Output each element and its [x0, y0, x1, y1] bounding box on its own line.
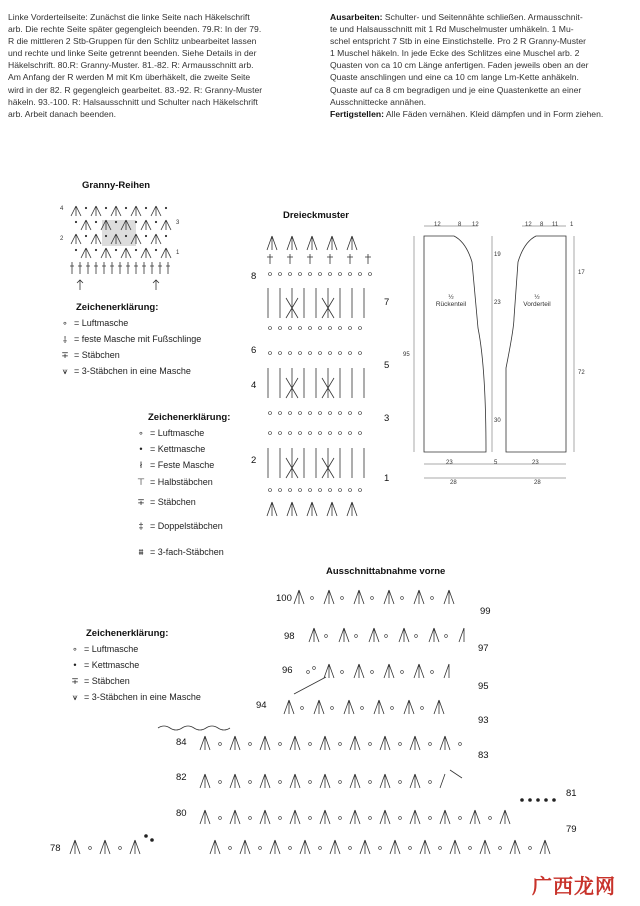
legend-label: = Luftmasche [150, 428, 205, 438]
row-number: 4 [251, 380, 257, 391]
text-line: Ausschnittecke annähen. [330, 96, 427, 107]
dim-label: 28 [450, 480, 457, 486]
right-instructions [330, 11, 632, 120]
text-line: häkeln. 93.-100. R: Halsausschnitt und Schulter nach Häkelschrift [8, 96, 258, 107]
row-number: 6 [251, 345, 257, 356]
text-line: Häkelschrift. 80.R: Granny-Muster. 81.-82. R: Armausschnitt arb. [8, 60, 254, 71]
granny-symbols [68, 198, 176, 293]
row-number: 82 [176, 772, 187, 783]
granny-title: Granny-Reihen [82, 180, 151, 191]
granny-chart [60, 198, 185, 293]
treble-crochet-icon: ‡ [138, 521, 144, 531]
row-number: 97 [478, 643, 489, 654]
half-double-icon: ⊤ [137, 476, 145, 487]
watermark: 广西龙网 [532, 874, 616, 898]
dim-label: 72 [578, 370, 585, 376]
legend-label: = Kettmasche [84, 660, 140, 670]
double-crochet-icon: ∓ [137, 496, 145, 507]
text-line: schel entspricht 7 Stb in eine Einstichstelle. Pro 2 R Granny-Muster [330, 36, 587, 47]
legend-label: = Halbstäbchen [150, 477, 213, 487]
text-line: Quaste anschlingen und eine ca 10 cm lange Lm-Kette anhäkeln. [330, 72, 579, 83]
dim-label: 95 [403, 352, 410, 358]
legend-item [56, 331, 266, 347]
dim-label: 19 [494, 252, 501, 258]
legend-label: = 3-Stäbchen in eine Masche [84, 692, 201, 702]
row-number: 95 [478, 681, 489, 692]
dim-label: 12 [472, 222, 479, 228]
dim-label: 12 [525, 222, 532, 228]
back-panel-label: ½ Rückenteil [435, 294, 467, 308]
fertig-text: Alle Fäden vernähen. Kleid dämpfen und in Form ziehen. [385, 108, 604, 119]
legend-1 [56, 302, 266, 379]
row-number: 83 [478, 750, 489, 761]
dim-label: 28 [534, 480, 541, 486]
ausschnitt-symbols [60, 582, 570, 862]
fertig-label: Fertigstellen: [330, 108, 384, 119]
legend-2 [132, 412, 262, 565]
row-number: 81 [566, 788, 577, 799]
legend-label: = 3-fach-Stäbchen [150, 547, 224, 557]
text-line: Quasten von ca 10 cm Länge anfertigen. Faden jeweils oben an der [330, 60, 589, 71]
legend-label: = Kettmasche [150, 444, 206, 454]
row-number: 93 [478, 715, 489, 726]
legend-label: = Stäbchen [150, 497, 196, 507]
row-number: 4 [60, 206, 64, 212]
legend-label: = feste Masche mit Fußschlinge [74, 334, 202, 344]
legend-item [132, 513, 262, 539]
cluster-icon: ⩛ [72, 691, 78, 702]
single-crochet-icon: ⸸ [62, 334, 68, 345]
dim-label: 23 [446, 460, 453, 466]
row-number: 99 [480, 606, 491, 617]
ausschnitt-title: Ausschnittabnahme vorne [326, 566, 446, 577]
left-instructions [8, 11, 320, 120]
legend-label: = Feste Masche [150, 460, 215, 470]
dim-label: 5 [494, 460, 498, 466]
chain-stitch-icon: ∘ [138, 427, 144, 438]
legend-item [56, 315, 266, 331]
dim-label: 17 [578, 270, 585, 276]
front-panel-label: ½ Vorderteil [523, 294, 551, 308]
dim-label: 30 [494, 418, 501, 424]
row-number: 3 [176, 220, 180, 226]
text-line: Am Anfang der R werden M mit Km überhäkelt, die zweite Seite [8, 72, 251, 83]
text-line: arb. Die rechte Seite später gegengleich beenden. 79.R: In der 79. [8, 24, 262, 35]
dim-label: 11 [552, 222, 559, 228]
text-line: R die mittleren 2 Stb-Gruppen für den Schlitz unbearbeitet lassen [8, 36, 257, 47]
legend-label: = 3-Stäbchen in eine Masche [74, 366, 191, 376]
ausarbeiten-label: Ausarbeiten: [330, 12, 383, 22]
legend-title: Zeichenerklärung: [86, 628, 169, 639]
slip-stitch-icon: • [73, 660, 77, 670]
dim-label: 8 [540, 222, 544, 228]
row-number: 98 [284, 631, 295, 642]
text-line: Schulter- und Seitennähte schließen. Armausschnit- [384, 12, 583, 22]
row-number: 79 [566, 824, 577, 835]
slip-stitch-icon: • [139, 444, 143, 454]
triple-treble-icon: ⩩ [138, 546, 144, 557]
legend-item [132, 491, 262, 513]
dim-label: 23 [532, 460, 539, 466]
text-line: Linke Vorderteilseite: Zunächst die linke Seite nach Häkelschrift [8, 12, 250, 22]
row-number: 2 [60, 236, 64, 242]
legend-item [66, 673, 256, 689]
row-number: 1 [176, 250, 180, 256]
row-number: 94 [256, 700, 267, 711]
text-line: Quaste auf ca 8 cm begradigen und je eine Quastenkette an einer [330, 84, 582, 95]
legend-item [132, 539, 262, 565]
legend-label: = Doppelstäbchen [150, 521, 223, 531]
dreieck-title: Dreieckmuster [283, 210, 350, 221]
row-number: 78 [50, 843, 61, 854]
row-number: 8 [251, 271, 257, 282]
row-number: 100 [276, 593, 292, 604]
text-line: wird in der 82. R gegengleich gearbeitet. 83.-92. R: Granny-Muster [8, 84, 263, 95]
dim-label: 1 [570, 222, 574, 228]
legend-3 [66, 628, 256, 705]
row-number: 96 [282, 665, 293, 676]
chain-stitch-icon: ∘ [62, 317, 68, 328]
dim-label: 23 [494, 300, 501, 306]
legend-label: = Luftmasche [84, 644, 139, 654]
text-line: te und Halsausschnitt mit 1 Rd Muschelmuster umhäkeln. 1 Mu- [330, 24, 574, 35]
row-number: 1 [384, 473, 390, 484]
row-number: 2 [251, 455, 257, 466]
row-number: 7 [384, 297, 390, 308]
legend-item [66, 641, 256, 657]
chain-stitch-icon: ∘ [72, 643, 78, 654]
legend-label: = Stäbchen [84, 676, 130, 686]
schematic-outline [400, 218, 600, 498]
legend-label: = Stäbchen [74, 350, 120, 360]
text-line: arb. Arbeit danach beenden. [8, 108, 116, 119]
single-crochet-icon: ł [140, 460, 142, 470]
double-crochet-icon: ∓ [61, 349, 69, 360]
cluster-icon: ⩛ [62, 365, 68, 376]
legend-item [132, 425, 262, 441]
garment-schematic [400, 218, 600, 498]
legend-title: Zeichenerklärung: [148, 412, 231, 423]
dreieck-symbols [264, 228, 376, 528]
legend-item [66, 657, 256, 673]
legend-item [132, 441, 262, 457]
text-line: 1 Muschel häkeln. In jede Ecke des Schlitzes eine Muschel arb. 2 [330, 48, 580, 59]
dim-label: 12 [434, 222, 441, 228]
row-number: 84 [176, 737, 187, 748]
row-number: 3 [384, 413, 390, 424]
legend-item [132, 457, 262, 473]
legend-item [56, 347, 266, 363]
legend-item [132, 473, 262, 491]
double-crochet-icon: ∓ [71, 675, 79, 686]
legend-title: Zeichenerklärung: [76, 302, 159, 313]
dim-label: 8 [458, 222, 462, 228]
legend-item [66, 689, 256, 705]
row-number: 5 [384, 360, 390, 371]
text-line: und rechte und linke Seite getrennt beenden. Siehe Details in der [8, 48, 257, 59]
legend-item [56, 363, 266, 379]
row-number: 80 [176, 808, 187, 819]
legend-label: = Luftmasche [74, 318, 129, 328]
